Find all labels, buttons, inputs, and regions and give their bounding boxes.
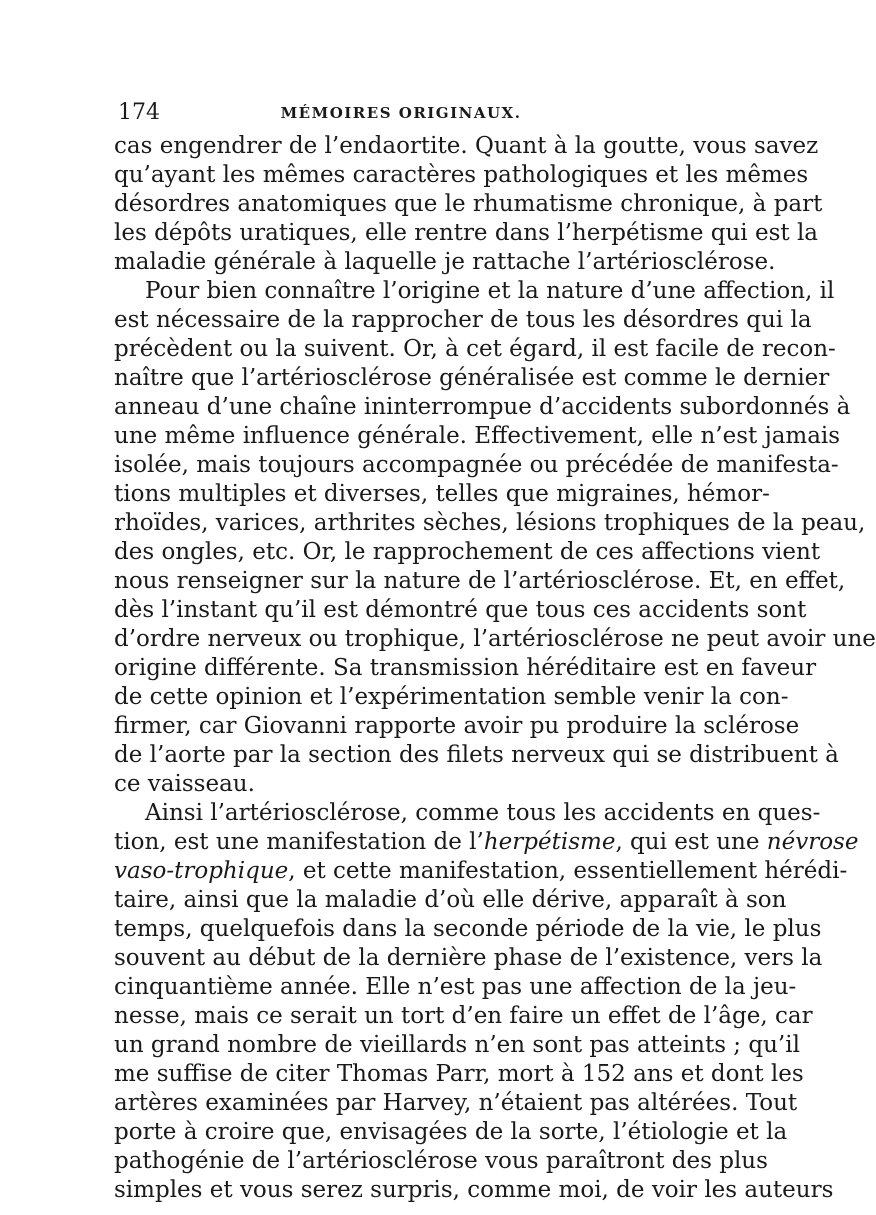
running-title: MÉMOIRES ORIGINAUX. — [280, 104, 522, 122]
text-line: maladie générale à laquelle je rattache l’artériosclérose. — [114, 249, 776, 275]
text-line: nous renseigner sur la nature de l’artériosclérose. Et, en effet, — [114, 568, 846, 594]
text-line: précèdent ou la suivent. Or, à cet égard, il est facile de recon- — [114, 336, 836, 362]
text-line: de l’aorte par la section des filets nerveux qui se distribuent à — [114, 742, 839, 768]
text-line: nesse, mais ce serait un tort d’en faire un effet de l’âge, car — [114, 1003, 813, 1029]
text-line: souvent au début de la dernière phase de l’existence, vers la — [114, 945, 823, 971]
text-line: isolée, mais toujours accompagnée ou précédée de manifesta- — [114, 452, 839, 478]
text-line: porte à croire que, envisagées de la sorte, l’étiologie et la — [114, 1119, 788, 1145]
text-line: désordres anatomiques que le rhumatisme chronique, à part — [114, 191, 823, 217]
italic-term: névrose — [766, 829, 859, 855]
text-line: me suffise de citer Thomas Parr, mort à 152 ans et dont les — [114, 1061, 804, 1087]
text-line: de cette opinion et l’expérimentation semble venir la con- — [114, 684, 789, 710]
text-line: naître que l’artériosclérose généralisée est comme le dernier — [114, 365, 830, 391]
text-line: cas engendrer de l’endaortite. Quant à la goutte, vous savez — [114, 133, 819, 159]
text-line: firmer, car Giovanni rapporte avoir pu produire la sclérose — [114, 713, 800, 739]
text-line: Pour bien connaître l’origine et la nature d’une affection, il — [145, 278, 835, 304]
text-span: tion, est une manifestation de l’ — [114, 829, 484, 855]
text-line: pathogénie de l’artériosclérose vous paraîtront des plus — [114, 1148, 768, 1174]
text-line: dès l’instant qu’il est démontré que tous ces accidents sont — [114, 597, 807, 623]
text-span: , qui est une — [615, 829, 767, 855]
page-header — [118, 98, 684, 128]
text-line: Ainsi l’artériosclérose, comme tous les accidents en ques- — [145, 800, 821, 826]
text-line: origine différente. Sa transmission héréditaire est en faveur — [114, 655, 817, 681]
text-line: des ongles, etc. Or, le rapprochement de ces affections vient — [114, 539, 821, 565]
text-line: cinquantième année. Elle n’est pas une affection de la jeu- — [114, 974, 797, 1000]
text-line: rhoïdes, varices, arthrites sèches, lésions trophiques de la peau, — [114, 510, 866, 536]
text-line: les dépôts uratiques, elle rentre dans l’herpétisme qui est la — [114, 220, 819, 246]
text-line: un grand nombre de vieillards n’en sont pas atteints ; qu’il — [114, 1032, 800, 1058]
text-line — [114, 856, 848, 886]
text-line: est nécessaire de la rapprocher de tous les désordres qui la — [114, 307, 812, 333]
page-number: 174 — [118, 100, 160, 125]
text-line: tions multiples et diverses, telles que migraines, hémor- — [114, 481, 770, 507]
text-line — [114, 827, 859, 857]
text-line: d’ordre nerveux ou trophique, l’artériosclérose ne peut avoir une — [114, 626, 876, 652]
italic-term: herpétisme — [483, 829, 616, 855]
text-line: temps, quelquefois dans la seconde période de la vie, le plus — [114, 916, 822, 942]
text-line: ce vaisseau. — [114, 771, 255, 797]
italic-term: vaso-trophique — [114, 858, 289, 884]
text-line: taire, ainsi que la maladie d’où elle dérive, apparaît à son — [114, 887, 787, 913]
text-line: qu’ayant les mêmes caractères pathologiques et les mêmes — [114, 162, 809, 188]
text-line: artères examinées par Harvey, n’étaient pas altérées. Tout — [114, 1090, 798, 1116]
text-span: , et cette manifestation, essentiellement hérédi- — [288, 858, 848, 884]
text-line: anneau d’une chaîne ininterrompue d’accidents subordonnés à — [114, 394, 851, 420]
text-line: simples et vous serez surpris, comme moi, de voir les auteurs — [114, 1177, 834, 1203]
text-line: une même influence générale. Effectivement, elle n’est jamais — [114, 423, 841, 449]
